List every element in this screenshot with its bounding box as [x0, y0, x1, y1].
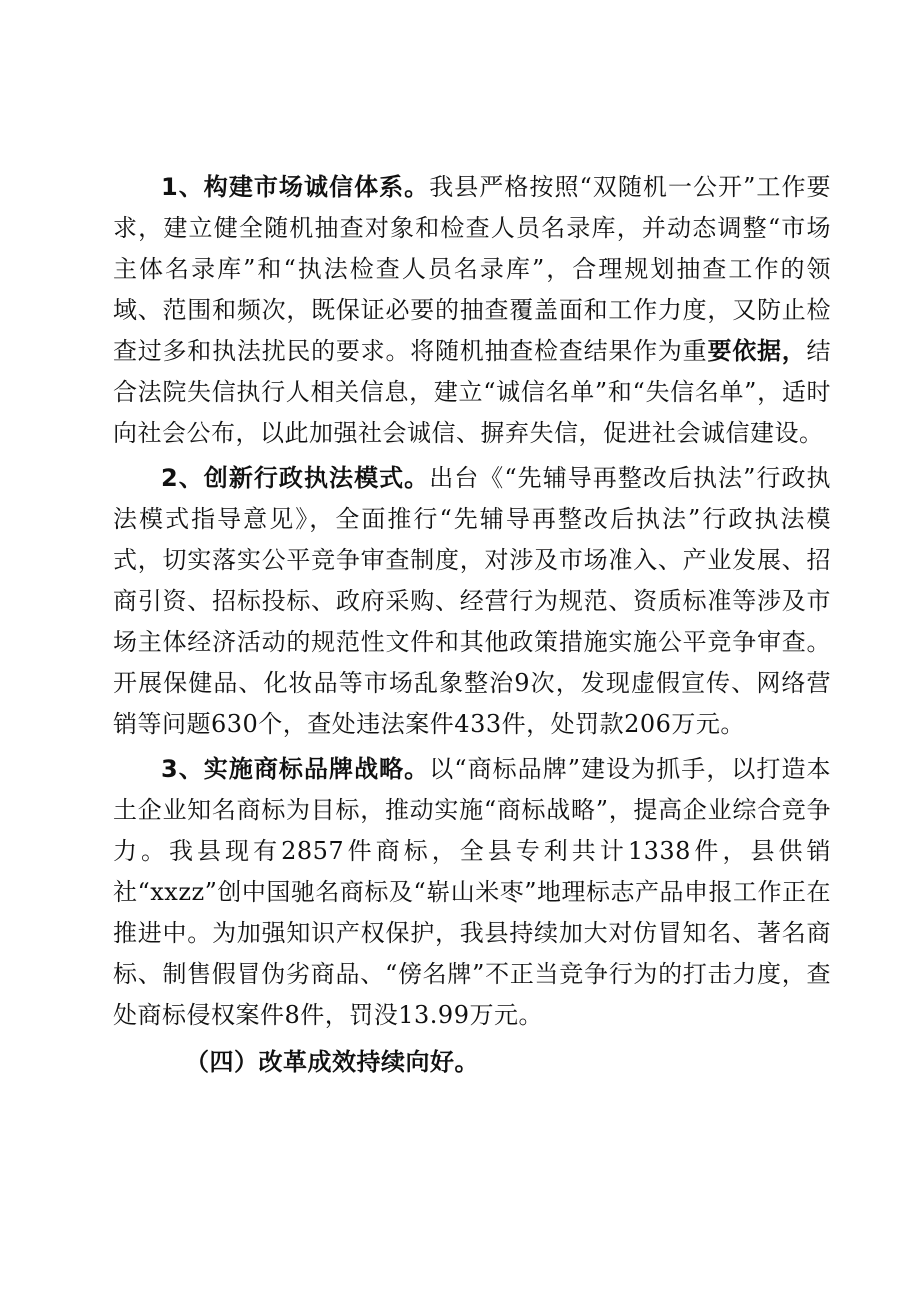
paragraph-text: 出台《“先辅导再整改后执法”行政执法模式指导意见》，全面推行“先辅导再整改后执法”行政执法模式，切实落实公平竞争审查制度，对涉及市场准入、产业发展、招商引资、招标投标、政府采购、经营行为规范、资质标准等涉及市场主体经济活动的规范性文件和其他政策措施实施公平竞争审查。开展保健品、化妆品等市场乱象整治9次，发现虚假宣传、网络营销等问题630个，查处违法案件433件，处罚款206万元。	[113, 464, 831, 738]
paragraph-heading: 2、创新行政执法模式。	[161, 464, 430, 492]
document-body	[113, 167, 831, 1107]
paragraph-heading: 3、实施商标品牌战略。	[161, 755, 430, 783]
paragraph-text: 结合法院失信执行人相关信息，建立“诚信名单”和“失信名单”，适时向社会公布，以此加强社会诚信、摒弃失信，促进社会诚信建设。	[113, 337, 832, 447]
paragraph-market-credit	[113, 167, 831, 454]
paragraph-trademark-strategy	[113, 749, 831, 1036]
paragraph-enforcement-mode	[113, 458, 831, 745]
section-subheading: （四）改革成效持续向好。	[185, 1048, 479, 1076]
paragraph-heading: 1、构建市场诚信体系。	[161, 173, 430, 201]
paragraph-text: 以“商标品牌”建设为抓手，以打造本土企业知名商标为目标，推动实施“商标战略”，提高企业综合竞争力。我县现有2857件商标，全县专利共计1338件，县供销社“xxzz”创中国驰名商标及“崭山米枣”地理标志产品申报工作正在推进中。为加强知识产权保护，我县持续加大对仿冒知名、著名商标、制售假冒伪劣商品、“傍名牌”不正当竞争行为的打击力度，查处商标侵权案件8件，罚没13.99万元。	[113, 755, 831, 1029]
paragraph-bold-text: 要依据，	[707, 337, 807, 365]
paragraph-text: 我县严格按照“双随机一公开”工作要求，建立健全随机抽查对象和检查人员名录库，并动态调整“市场主体名录库”和“执法检查人员名录库”，合理规划抽查工作的领域、范围和频次，既保证必要的抽查覆盖面和工作力度，又防止检查过多和执法扰民的要求。将随机抽查检查结果作为重	[113, 173, 831, 365]
